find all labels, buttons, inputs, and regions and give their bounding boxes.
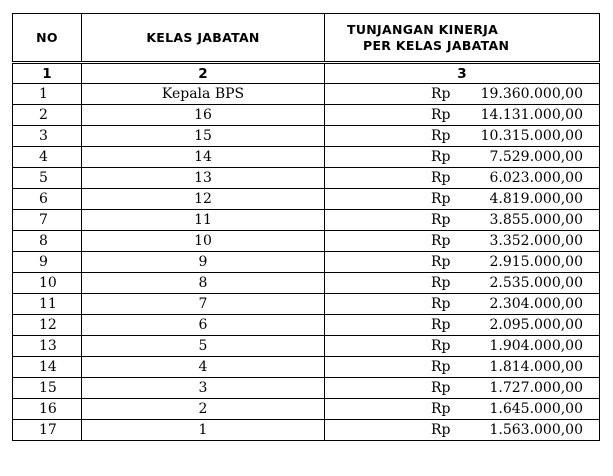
tunjangan-amount: 1.563.000,00	[489, 422, 583, 438]
row-number: 7	[13, 210, 82, 231]
row-number: 11	[13, 294, 82, 315]
tunjangan-kinerja-table	[12, 13, 600, 441]
row-number: 12	[13, 315, 82, 336]
table-row	[13, 84, 600, 105]
row-number: 16	[13, 399, 82, 420]
table-row	[13, 210, 600, 231]
tunjangan-cell	[325, 294, 600, 315]
kelas-jabatan-cell: 8	[82, 273, 325, 294]
currency-label: Rp	[431, 233, 451, 249]
tunjangan-cell	[325, 147, 600, 168]
row-number: 3	[13, 126, 82, 147]
row-number: 15	[13, 378, 82, 399]
tunjangan-cell	[325, 420, 600, 441]
tunjangan-cell	[325, 357, 600, 378]
currency-label: Rp	[431, 149, 451, 165]
row-number: 1	[13, 84, 82, 105]
currency-label: Rp	[431, 275, 451, 291]
column-number-3: 3	[325, 63, 600, 84]
kelas-jabatan-cell: 2	[82, 399, 325, 420]
tunjangan-amount: 2.915.000,00	[489, 254, 583, 270]
table-body	[13, 84, 600, 441]
table-row	[13, 126, 600, 147]
tunjangan-amount: 1.814.000,00	[489, 359, 583, 375]
kelas-jabatan-cell: 11	[82, 210, 325, 231]
currency-label: Rp	[431, 380, 451, 396]
tunjangan-cell	[325, 189, 600, 210]
currency-label: Rp	[431, 212, 451, 228]
table-row	[13, 399, 600, 420]
kelas-jabatan-cell: 1	[82, 420, 325, 441]
kelas-jabatan-cell: 10	[82, 231, 325, 252]
currency-label: Rp	[431, 359, 451, 375]
tunjangan-amount: 2.095.000,00	[489, 317, 583, 333]
tunjangan-amount: 6.023.000,00	[489, 170, 583, 186]
table-row	[13, 231, 600, 252]
table-row	[13, 315, 600, 336]
tunjangan-cell	[325, 231, 600, 252]
kelas-jabatan-cell: 14	[82, 147, 325, 168]
currency-label: Rp	[431, 317, 451, 333]
kelas-jabatan-cell: 12	[82, 189, 325, 210]
tunjangan-cell	[325, 210, 600, 231]
header-tunjangan-line2: PER KELAS JABATAN	[363, 37, 510, 53]
column-number-row	[13, 63, 600, 84]
row-number: 13	[13, 336, 82, 357]
tunjangan-cell	[325, 252, 600, 273]
table-row	[13, 420, 600, 441]
header-kelas-jabatan: KELAS JABATAN	[82, 14, 325, 63]
table-row	[13, 168, 600, 189]
header-tunjangan-line1: TUNJANGAN KINERJA	[347, 21, 499, 37]
kelas-jabatan-cell: 13	[82, 168, 325, 189]
row-number: 4	[13, 147, 82, 168]
currency-label: Rp	[431, 107, 451, 123]
currency-label: Rp	[431, 128, 451, 144]
currency-label: Rp	[431, 422, 451, 438]
tunjangan-cell	[325, 168, 600, 189]
kelas-jabatan-cell: 9	[82, 252, 325, 273]
table-row	[13, 252, 600, 273]
currency-label: Rp	[431, 338, 451, 354]
tunjangan-cell	[325, 336, 600, 357]
tunjangan-cell	[325, 105, 600, 126]
tunjangan-cell	[325, 315, 600, 336]
tunjangan-amount: 1.645.000,00	[489, 401, 583, 417]
table-row	[13, 357, 600, 378]
tunjangan-amount: 19.360.000,00	[480, 86, 583, 102]
tunjangan-amount: 1.727.000,00	[489, 380, 583, 396]
tunjangan-cell	[325, 378, 600, 399]
row-number: 2	[13, 105, 82, 126]
currency-label: Rp	[431, 254, 451, 270]
tunjangan-cell	[325, 399, 600, 420]
currency-label: Rp	[431, 401, 451, 417]
table-row	[13, 105, 600, 126]
currency-label: Rp	[431, 170, 451, 186]
row-number: 5	[13, 168, 82, 189]
header-row	[13, 14, 600, 63]
tunjangan-amount: 7.529.000,00	[489, 149, 583, 165]
tunjangan-amount: 10.315.000,00	[480, 128, 583, 144]
kelas-jabatan-cell: 5	[82, 336, 325, 357]
tunjangan-cell	[325, 84, 600, 105]
tunjangan-amount: 4.819.000,00	[489, 191, 583, 207]
header-tunjangan	[325, 14, 600, 63]
tunjangan-amount: 2.304.000,00	[489, 296, 583, 312]
row-number: 14	[13, 357, 82, 378]
table-row	[13, 273, 600, 294]
table-row	[13, 294, 600, 315]
kelas-jabatan-cell: 7	[82, 294, 325, 315]
table-row	[13, 378, 600, 399]
kelas-jabatan-cell: Kepala BPS	[82, 84, 325, 105]
header-no: NO	[13, 14, 82, 63]
currency-label: Rp	[431, 296, 451, 312]
currency-label: Rp	[431, 86, 451, 102]
table-row	[13, 147, 600, 168]
tunjangan-amount: 3.855.000,00	[489, 212, 583, 228]
kelas-jabatan-cell: 4	[82, 357, 325, 378]
tunjangan-amount: 2.535.000,00	[489, 275, 583, 291]
row-number: 8	[13, 231, 82, 252]
column-number-2: 2	[82, 63, 325, 84]
tunjangan-amount: 3.352.000,00	[489, 233, 583, 249]
row-number: 10	[13, 273, 82, 294]
currency-label: Rp	[431, 191, 451, 207]
kelas-jabatan-cell: 3	[82, 378, 325, 399]
kelas-jabatan-cell: 15	[82, 126, 325, 147]
tunjangan-cell	[325, 126, 600, 147]
table-row	[13, 336, 600, 357]
kelas-jabatan-cell: 16	[82, 105, 325, 126]
tunjangan-cell	[325, 273, 600, 294]
row-number: 9	[13, 252, 82, 273]
table-row	[13, 189, 600, 210]
document-page	[12, 13, 600, 441]
tunjangan-amount: 14.131.000,00	[480, 107, 583, 123]
row-number: 17	[13, 420, 82, 441]
row-number: 6	[13, 189, 82, 210]
column-number-1: 1	[13, 63, 82, 84]
tunjangan-amount: 1.904.000,00	[489, 338, 583, 354]
kelas-jabatan-cell: 6	[82, 315, 325, 336]
